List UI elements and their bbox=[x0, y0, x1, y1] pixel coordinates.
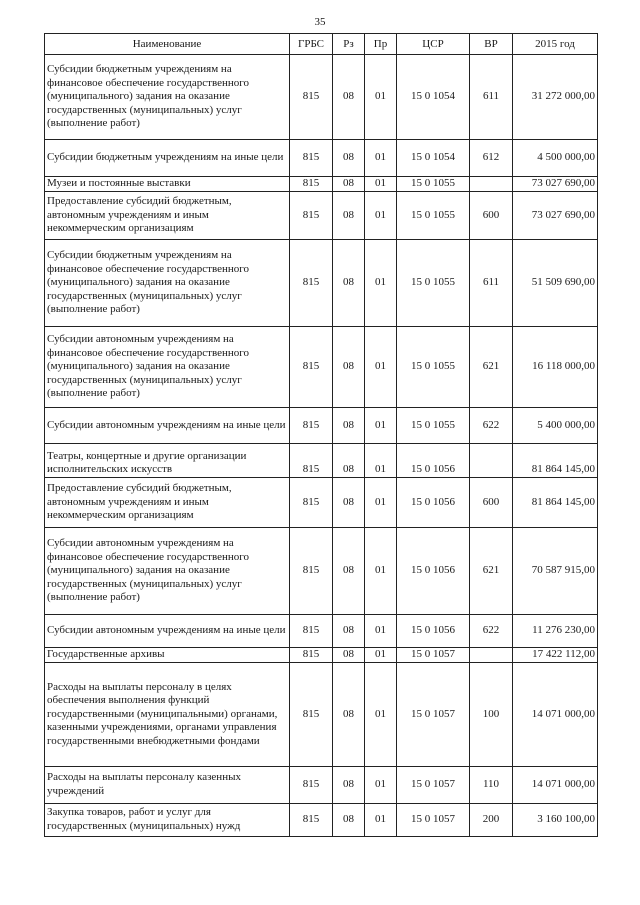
table-row bbox=[45, 140, 598, 177]
row-amount: 14 071 000,00 bbox=[513, 663, 598, 767]
row-pr: 01 bbox=[365, 327, 397, 408]
row-vr: 611 bbox=[470, 240, 513, 327]
row-amount: 5 400 000,00 bbox=[513, 408, 598, 444]
row-name: Предоставление субсидий бюджетным, автономным учреждениям и иным некоммерческим организациям bbox=[45, 478, 290, 528]
table-row bbox=[45, 327, 598, 408]
table-row-section bbox=[45, 177, 598, 192]
row-csr: 15 0 1057 bbox=[397, 663, 470, 767]
row-pr: 01 bbox=[365, 663, 397, 767]
row-vr: 621 bbox=[470, 528, 513, 615]
row-rz: 08 bbox=[333, 240, 365, 327]
row-vr bbox=[470, 177, 513, 192]
row-amount: 73 027 690,00 bbox=[513, 192, 598, 240]
row-name: Субсидии автономным учреждениям на иные цели bbox=[45, 408, 290, 444]
row-rz: 08 bbox=[333, 478, 365, 528]
row-rz: 08 bbox=[333, 327, 365, 408]
row-name: Субсидии бюджетным учреждениям на финансовое обеспечение государственного (муниципального) задания на оказание государственных (муниципальных) услуг (выполнение работ) bbox=[45, 240, 290, 327]
row-csr: 15 0 1056 bbox=[397, 615, 470, 648]
row-name: Расходы на выплаты персоналу казенных учреждений bbox=[45, 767, 290, 804]
row-amount: 31 272 000,00 bbox=[513, 55, 598, 140]
row-vr: 200 bbox=[470, 804, 513, 837]
budget-table bbox=[44, 33, 598, 837]
row-rz: 08 bbox=[333, 192, 365, 240]
row-csr: 15 0 1057 bbox=[397, 767, 470, 804]
row-grbs: 815 bbox=[290, 528, 333, 615]
row-vr: 612 bbox=[470, 140, 513, 177]
row-pr: 01 bbox=[365, 140, 397, 177]
row-csr: 15 0 1057 bbox=[397, 648, 470, 663]
row-name: Субсидии бюджетным учреждениям на финансовое обеспечение государственного (муниципального) задания на оказание государственных (муниципальных) услуг (выполнение работ) bbox=[45, 55, 290, 140]
row-grbs: 815 bbox=[290, 767, 333, 804]
row-grbs: 815 bbox=[290, 615, 333, 648]
header-name: Наименование bbox=[45, 34, 290, 55]
row-pr: 01 bbox=[365, 528, 397, 615]
table-row bbox=[45, 55, 598, 140]
row-vr: 611 bbox=[470, 55, 513, 140]
header-rz: Рз bbox=[333, 34, 365, 55]
row-name: Музеи и постоянные выставки bbox=[45, 177, 290, 192]
table-row bbox=[45, 615, 598, 648]
header-vr: ВР bbox=[470, 34, 513, 55]
table-row bbox=[45, 528, 598, 615]
row-vr: 600 bbox=[470, 478, 513, 528]
row-vr: 622 bbox=[470, 408, 513, 444]
row-grbs: 815 bbox=[290, 240, 333, 327]
row-amount: 70 587 915,00 bbox=[513, 528, 598, 615]
row-rz: 08 bbox=[333, 528, 365, 615]
row-grbs: 815 bbox=[290, 663, 333, 767]
row-vr bbox=[470, 648, 513, 663]
page-number: 35 bbox=[314, 16, 326, 28]
table-row bbox=[45, 804, 598, 837]
row-csr: 15 0 1055 bbox=[397, 327, 470, 408]
row-vr: 100 bbox=[470, 663, 513, 767]
row-vr: 110 bbox=[470, 767, 513, 804]
row-grbs: 815 bbox=[290, 177, 333, 192]
row-amount: 14 071 000,00 bbox=[513, 767, 598, 804]
row-name: Расходы на выплаты персоналу в целях обеспечения выполнения функций государственными (муниципальными) органами, казенными учреждениями, органами управления государственными внебюджетными фондами bbox=[45, 663, 290, 767]
row-rz: 08 bbox=[333, 615, 365, 648]
header-pr: Пр bbox=[365, 34, 397, 55]
row-pr: 01 bbox=[365, 177, 397, 192]
row-grbs: 815 bbox=[290, 804, 333, 837]
row-name: Субсидии бюджетным учреждениям на иные цели bbox=[45, 140, 290, 177]
row-rz: 08 bbox=[333, 140, 365, 177]
row-vr: 600 bbox=[470, 192, 513, 240]
row-csr: 15 0 1055 bbox=[397, 177, 470, 192]
row-amount: 16 118 000,00 bbox=[513, 327, 598, 408]
table-header-row bbox=[45, 34, 598, 55]
row-amount: 81 864 145,00 bbox=[513, 444, 598, 478]
row-rz: 08 bbox=[333, 55, 365, 140]
row-pr: 01 bbox=[365, 478, 397, 528]
table-row bbox=[45, 192, 598, 240]
row-vr bbox=[470, 444, 513, 478]
table-row bbox=[45, 663, 598, 767]
row-csr: 15 0 1056 bbox=[397, 444, 470, 478]
row-grbs: 815 bbox=[290, 478, 333, 528]
row-vr: 621 bbox=[470, 327, 513, 408]
row-rz: 08 bbox=[333, 177, 365, 192]
row-pr: 01 bbox=[365, 767, 397, 804]
table-row bbox=[45, 478, 598, 528]
row-name: Закупка товаров, работ и услуг для государственных (муниципальных) нужд bbox=[45, 804, 290, 837]
row-rz: 08 bbox=[333, 648, 365, 663]
header-year: 2015 год bbox=[513, 34, 598, 55]
header-grbs: ГРБС bbox=[290, 34, 333, 55]
row-csr: 15 0 1055 bbox=[397, 192, 470, 240]
row-csr: 15 0 1056 bbox=[397, 478, 470, 528]
table-row bbox=[45, 240, 598, 327]
row-grbs: 815 bbox=[290, 648, 333, 663]
row-grbs: 815 bbox=[290, 408, 333, 444]
row-grbs: 815 bbox=[290, 327, 333, 408]
row-name: Театры, концертные и другие организации исполнительских искусств bbox=[45, 444, 290, 478]
row-amount: 73 027 690,00 bbox=[513, 177, 598, 192]
table-row bbox=[45, 767, 598, 804]
row-pr: 01 bbox=[365, 444, 397, 478]
row-name: Предоставление субсидий бюджетным, автономным учреждениям и иным некоммерческим организациям bbox=[45, 192, 290, 240]
row-pr: 01 bbox=[365, 240, 397, 327]
row-csr: 15 0 1057 bbox=[397, 804, 470, 837]
row-name: Субсидии автономным учреждениям на финансовое обеспечение государственного (муниципального) задания на оказание государственных (муниципальных) услуг (выполнение работ) bbox=[45, 327, 290, 408]
table-row bbox=[45, 408, 598, 444]
table-row-section bbox=[45, 648, 598, 663]
row-pr: 01 bbox=[365, 408, 397, 444]
row-rz: 08 bbox=[333, 444, 365, 478]
row-csr: 15 0 1054 bbox=[397, 140, 470, 177]
row-amount: 51 509 690,00 bbox=[513, 240, 598, 327]
row-pr: 01 bbox=[365, 804, 397, 837]
row-vr: 622 bbox=[470, 615, 513, 648]
row-grbs: 815 bbox=[290, 444, 333, 478]
row-grbs: 815 bbox=[290, 192, 333, 240]
row-amount: 11 276 230,00 bbox=[513, 615, 598, 648]
row-name: Государственные архивы bbox=[45, 648, 290, 663]
row-csr: 15 0 1055 bbox=[397, 408, 470, 444]
row-rz: 08 bbox=[333, 408, 365, 444]
row-csr: 15 0 1056 bbox=[397, 528, 470, 615]
row-csr: 15 0 1055 bbox=[397, 240, 470, 327]
table-row-section bbox=[45, 444, 598, 478]
row-rz: 08 bbox=[333, 767, 365, 804]
row-amount: 4 500 000,00 bbox=[513, 140, 598, 177]
row-name: Субсидии автономным учреждениям на финансовое обеспечение государственного (муниципального) задания на оказание государственных (муниципальных) услуг (выполнение работ) bbox=[45, 528, 290, 615]
row-amount: 17 422 112,00 bbox=[513, 648, 598, 663]
row-rz: 08 bbox=[333, 663, 365, 767]
row-csr: 15 0 1054 bbox=[397, 55, 470, 140]
row-name: Субсидии автономным учреждениям на иные цели bbox=[45, 615, 290, 648]
row-grbs: 815 bbox=[290, 55, 333, 140]
row-pr: 01 bbox=[365, 192, 397, 240]
row-grbs: 815 bbox=[290, 140, 333, 177]
row-pr: 01 bbox=[365, 55, 397, 140]
row-pr: 01 bbox=[365, 615, 397, 648]
row-rz: 08 bbox=[333, 804, 365, 837]
row-pr: 01 bbox=[365, 648, 397, 663]
row-amount: 3 160 100,00 bbox=[513, 804, 598, 837]
row-amount: 81 864 145,00 bbox=[513, 478, 598, 528]
header-csr: ЦСР bbox=[397, 34, 470, 55]
